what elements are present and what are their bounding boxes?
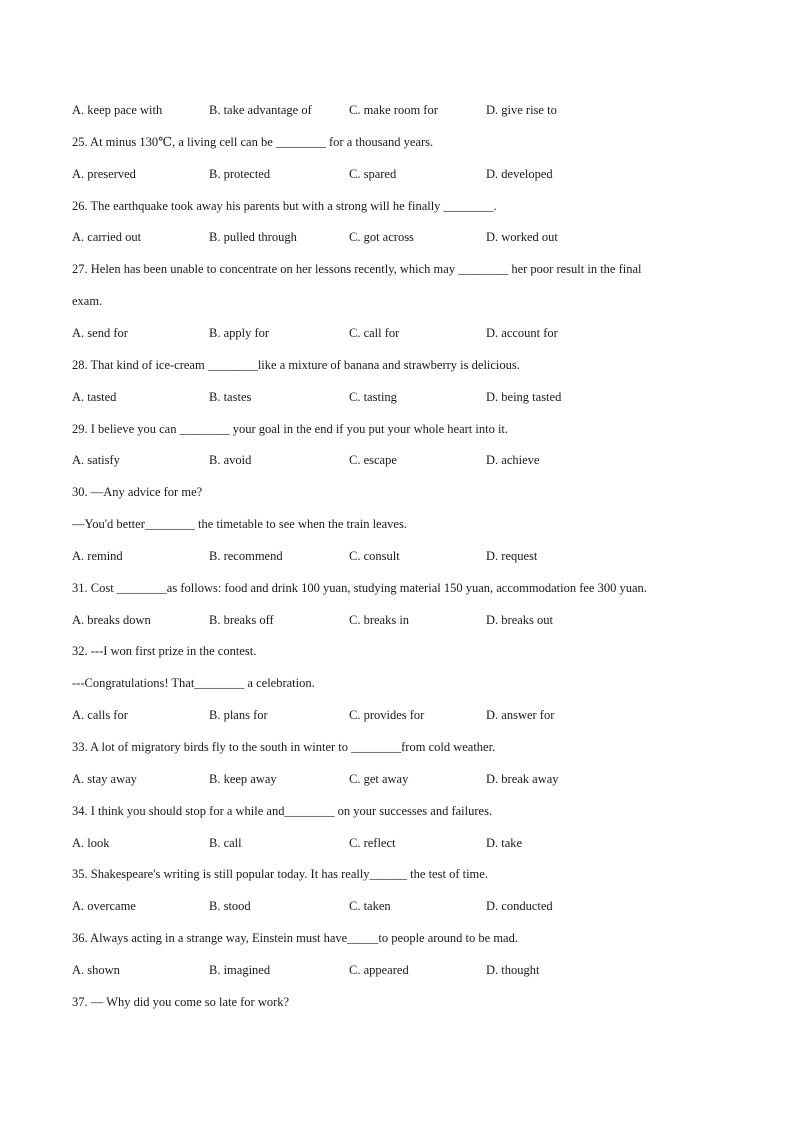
answer-option-b: B. take advantage of	[209, 103, 312, 117]
answer-option-a: A. preserved	[72, 167, 136, 181]
question-text-line: 33. A lot of migratory birds fly to the south in winter to ________from cold weather.	[72, 740, 496, 754]
question-text-line: 25. At minus 130℃, a living cell can be ________ for a thousand years.	[72, 135, 434, 149]
answer-option-d: D. conducted	[486, 899, 553, 913]
answer-option-d: D. request	[486, 549, 538, 563]
answer-options-row	[72, 770, 732, 788]
answer-option-d: D. developed	[486, 167, 553, 181]
answer-option-d: D. take	[486, 836, 523, 850]
answer-option-a: A. shown	[72, 963, 120, 977]
answer-option-c: C. appeared	[349, 963, 409, 977]
answer-option-c: C. escape	[349, 453, 397, 467]
answer-option-b: B. avoid	[209, 453, 252, 467]
answer-options-row	[72, 101, 732, 119]
answer-option-d: D. achieve	[486, 453, 540, 467]
answer-option-c: C. got across	[349, 230, 414, 244]
answer-option-a: A. calls for	[72, 708, 128, 722]
answer-option-d: D. breaks out	[486, 613, 553, 627]
answer-option-a: A. keep pace with	[72, 103, 163, 117]
answer-option-c: C. make room for	[349, 103, 438, 117]
answer-options-row	[72, 897, 732, 915]
answer-option-c: C. get away	[349, 772, 409, 786]
answer-option-b: B. plans for	[209, 708, 268, 722]
answer-options-row	[72, 324, 732, 342]
answer-option-b: B. breaks off	[209, 613, 274, 627]
answer-option-b: B. imagined	[209, 963, 271, 977]
answer-option-c: C. tasting	[349, 390, 397, 404]
answer-options-row	[72, 165, 732, 183]
answer-options-row	[72, 547, 732, 565]
question-text-line: 28. That kind of ice-cream ________like a mixture of banana and strawberry is delicious.	[72, 358, 520, 372]
answer-option-c: C. reflect	[349, 836, 396, 850]
answer-option-a: A. overcame	[72, 899, 136, 913]
answer-option-c: C. consult	[349, 549, 400, 563]
question-text-line: 30. —Any advice for me?	[72, 485, 203, 499]
answer-option-a: A. remind	[72, 549, 123, 563]
question-text-line: 35. Shakespeare's writing is still popular today. It has really______ the test of time.	[72, 867, 488, 881]
question-text-line: 31. Cost ________as follows: food and drink 100 yuan, studying material 150 yuan, accommodation fee 300 yuan.	[72, 581, 647, 595]
answer-options-row	[72, 388, 732, 406]
question-text-line: 32. ---I won first prize in the contest.	[72, 644, 257, 658]
answer-option-a: A. look	[72, 836, 110, 850]
answer-option-b: B. apply for	[209, 326, 270, 340]
answer-option-d: D. break away	[486, 772, 559, 786]
answer-option-b: B. call	[209, 836, 242, 850]
answer-option-b: B. recommend	[209, 549, 283, 563]
answer-option-d: D. being tasted	[486, 390, 562, 404]
question-text-line: 34. I think you should stop for a while and________ on your successes and failures.	[72, 804, 493, 818]
answer-option-a: A. send for	[72, 326, 128, 340]
answer-option-c: C. taken	[349, 899, 391, 913]
answer-option-b: B. keep away	[209, 772, 277, 786]
answer-option-d: D. give rise to	[486, 103, 557, 117]
answer-option-a: A. tasted	[72, 390, 117, 404]
answer-option-a: A. satisfy	[72, 453, 120, 467]
question-text-line: ---Congratulations! That________ a celebration.	[72, 676, 315, 690]
answer-option-d: D. account for	[486, 326, 558, 340]
question-text-line: 27. Helen has been unable to concentrate on her lessons recently, which may ________ her poor result in the final	[72, 262, 642, 276]
question-text-line: 36. Always acting in a strange way, Einstein must have_____to people around to be mad.	[72, 931, 518, 945]
answer-option-d: D. answer for	[486, 708, 555, 722]
answer-option-b: B. pulled through	[209, 230, 297, 244]
answer-option-a: A. stay away	[72, 772, 137, 786]
answer-options-row	[72, 228, 732, 246]
answer-option-c: C. call for	[349, 326, 400, 340]
answer-option-b: B. stood	[209, 899, 251, 913]
question-text-line: 26. The earthquake took away his parents but with a strong will he finally ________.	[72, 199, 497, 213]
question-text-line: exam.	[72, 294, 103, 308]
question-text-line: 29. I believe you can ________ your goal in the end if you put your whole heart into it.	[72, 422, 509, 436]
answer-option-c: C. spared	[349, 167, 397, 181]
answer-option-a: A. breaks down	[72, 613, 151, 627]
question-text-line: —You'd better________ the timetable to see when the train leaves.	[72, 517, 407, 531]
answer-options-row	[72, 834, 732, 852]
answer-option-b: B. tastes	[209, 390, 252, 404]
answer-option-d: D. worked out	[486, 230, 558, 244]
answer-option-d: D. thought	[486, 963, 540, 977]
answer-options-row	[72, 961, 732, 979]
answer-option-a: A. carried out	[72, 230, 142, 244]
answer-option-c: C. breaks in	[349, 613, 410, 627]
answer-option-c: C. provides for	[349, 708, 425, 722]
answer-options-row	[72, 706, 732, 724]
answer-options-row	[72, 611, 732, 629]
answer-options-row	[72, 451, 732, 469]
question-text-line: 37. — Why did you come so late for work?	[72, 995, 290, 1009]
answer-option-b: B. protected	[209, 167, 271, 181]
